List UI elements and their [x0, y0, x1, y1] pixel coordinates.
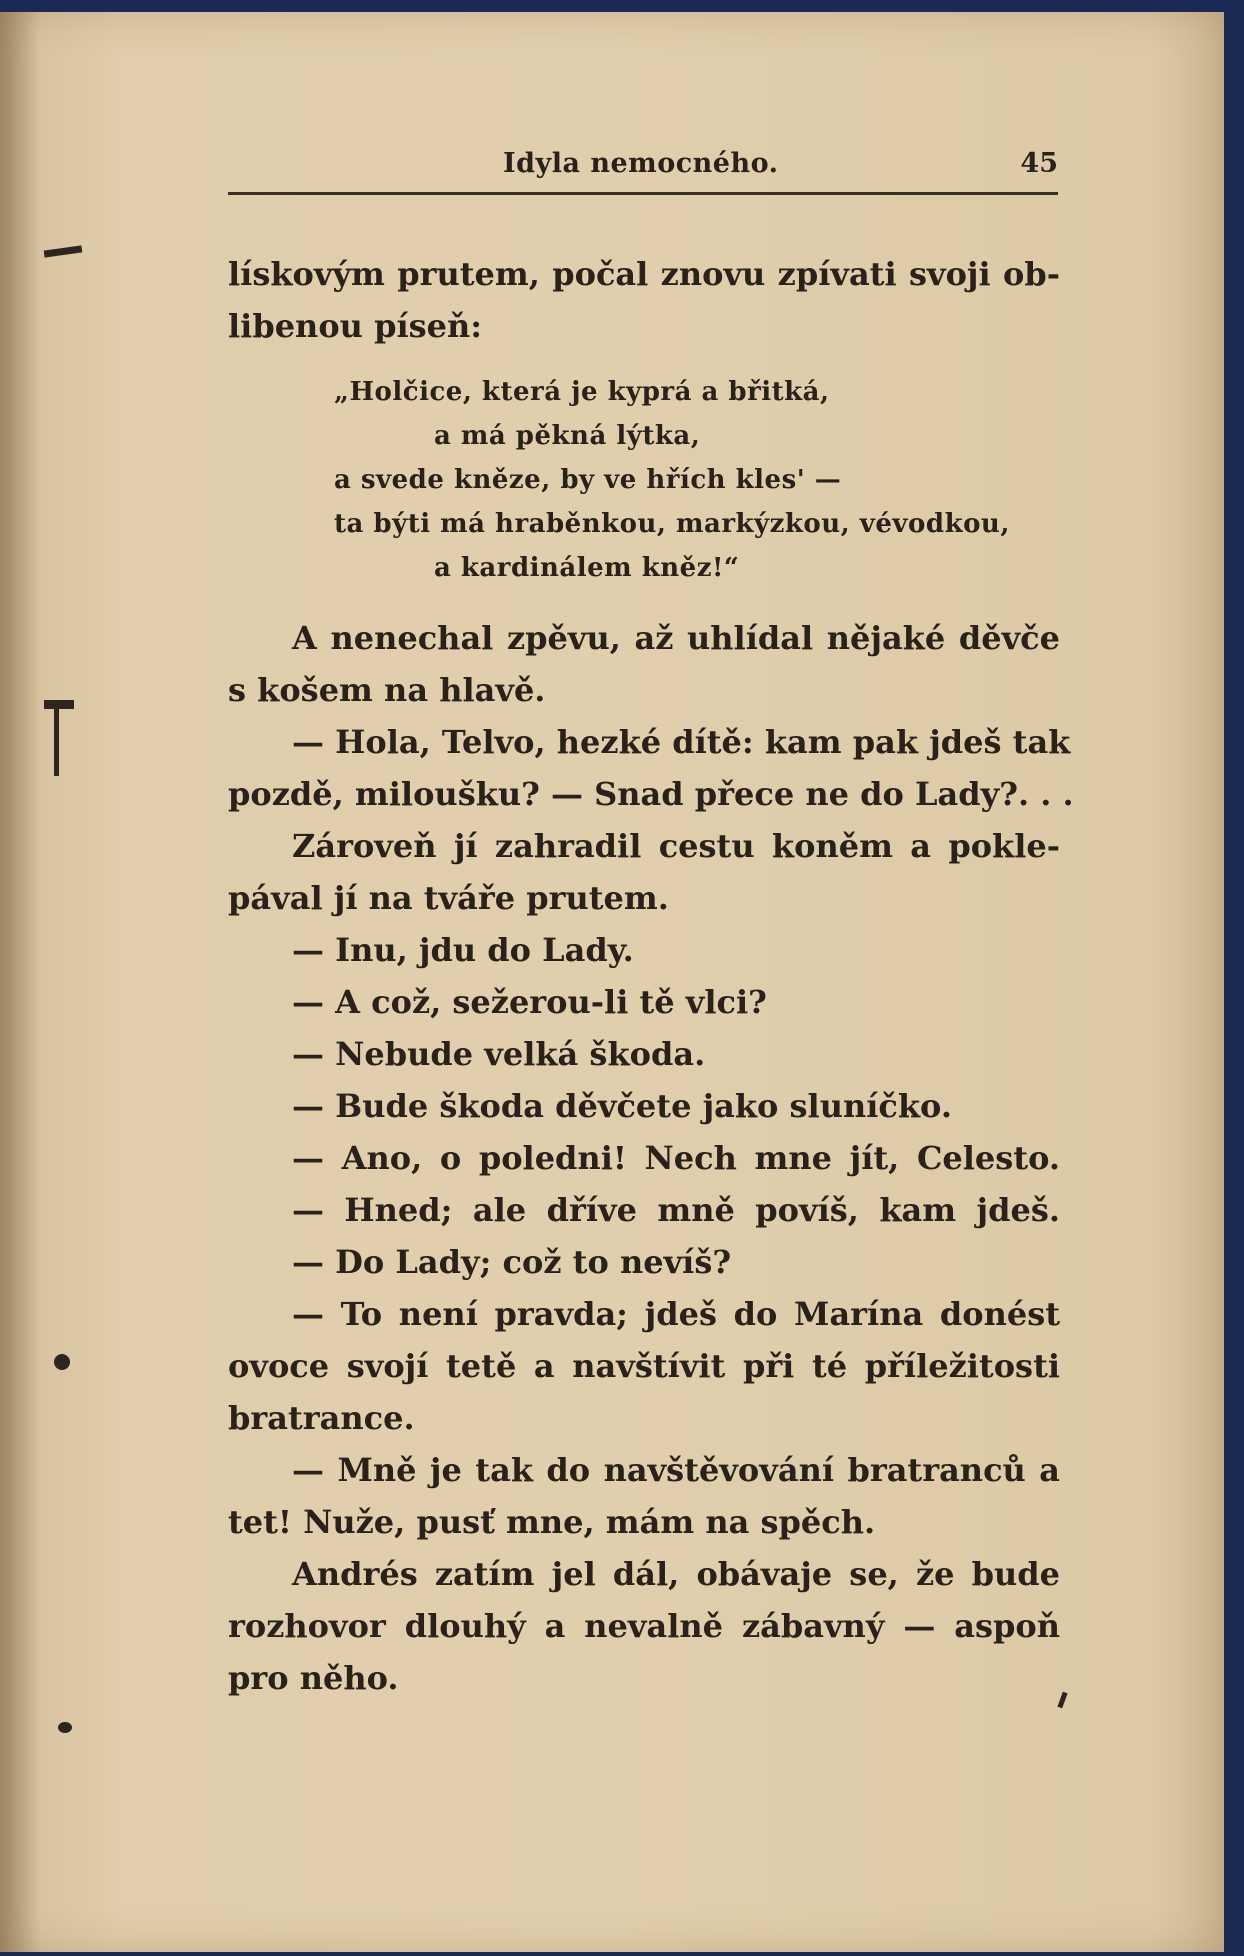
text-line: — Hned; ale dříve mně povíš, kam jdeš. — [292, 1191, 1060, 1229]
verse-line: ta býti má hraběnkou, markýzkou, vévodkou, — [334, 509, 1010, 539]
margin-ink-mark — [54, 1354, 70, 1370]
page-gutter-shadow — [0, 12, 40, 1952]
text-line: tet! Nuže, pusť mne, mám na spěch. — [228, 1503, 876, 1541]
text-line: rozhovor dlouhý a nevalně zábavný — aspoň — [228, 1607, 1060, 1645]
margin-ink-mark — [44, 700, 74, 709]
text-line: Zároveň jí zahradil cestu koněm a pokle- — [292, 827, 1060, 865]
verse-line: a svede kněze, by ve hřích kles' — — [334, 465, 842, 495]
text-line: ovoce svojí tetě a navštívit při té příležitosti — [228, 1347, 1060, 1385]
margin-ink-mark — [54, 706, 59, 776]
text-line: — Do Lady; což to nevíš? — [292, 1243, 732, 1281]
margin-ink-mark — [58, 1722, 72, 1733]
header-rule — [228, 192, 1058, 195]
verse-line: a kardinálem kněz!“ — [434, 553, 740, 583]
text-line: — Nebude velká škoda. — [292, 1035, 706, 1073]
text-line: s košem na hlavě. — [228, 671, 546, 709]
text-line: A nenechal zpěvu, až uhlídal nějaké děvče — [292, 619, 1060, 657]
text-line: lískovým prutem, počal znovu zpívati svoji ob- — [228, 255, 1060, 293]
text-line: pozdě, miloušku? — Snad přece ne do Lady?. . . — [228, 775, 1074, 813]
running-header — [228, 148, 1058, 192]
text-line: — Inu, jdu do Lady. — [292, 931, 634, 969]
text-line: pro něho. — [228, 1659, 399, 1697]
text-line: bratrance. — [228, 1399, 415, 1437]
text-line: — Hola, Telvo, hezké dítě: kam pak jdeš tak — [292, 723, 1071, 761]
text-line: — Bude škoda děvčete jako sluníčko. — [292, 1087, 952, 1125]
text-line: — To není pravda; jdeš do Marína donést — [292, 1295, 1060, 1333]
text-line: — A což, sežerou-li tě vlci? — [292, 983, 767, 1021]
header-title: Idyla nemocného. — [503, 148, 779, 179]
page-number: 45 — [1020, 148, 1058, 179]
verse-line: a má pěkná lýtka, — [434, 421, 701, 451]
text-line: — Ano, o poledni! Nech mne jít, Celesto. — [292, 1139, 1060, 1177]
text-line: pával jí na tváře prutem. — [228, 879, 669, 917]
text-line: libenou píseň: — [228, 307, 483, 345]
verse-line: „Holčice, která je kyprá a břitká, — [334, 377, 830, 407]
text-line: Andrés zatím jel dál, obávaje se, že bude — [292, 1555, 1060, 1593]
text-line: — Mně je tak do navštěvování bratranců a — [292, 1451, 1060, 1489]
